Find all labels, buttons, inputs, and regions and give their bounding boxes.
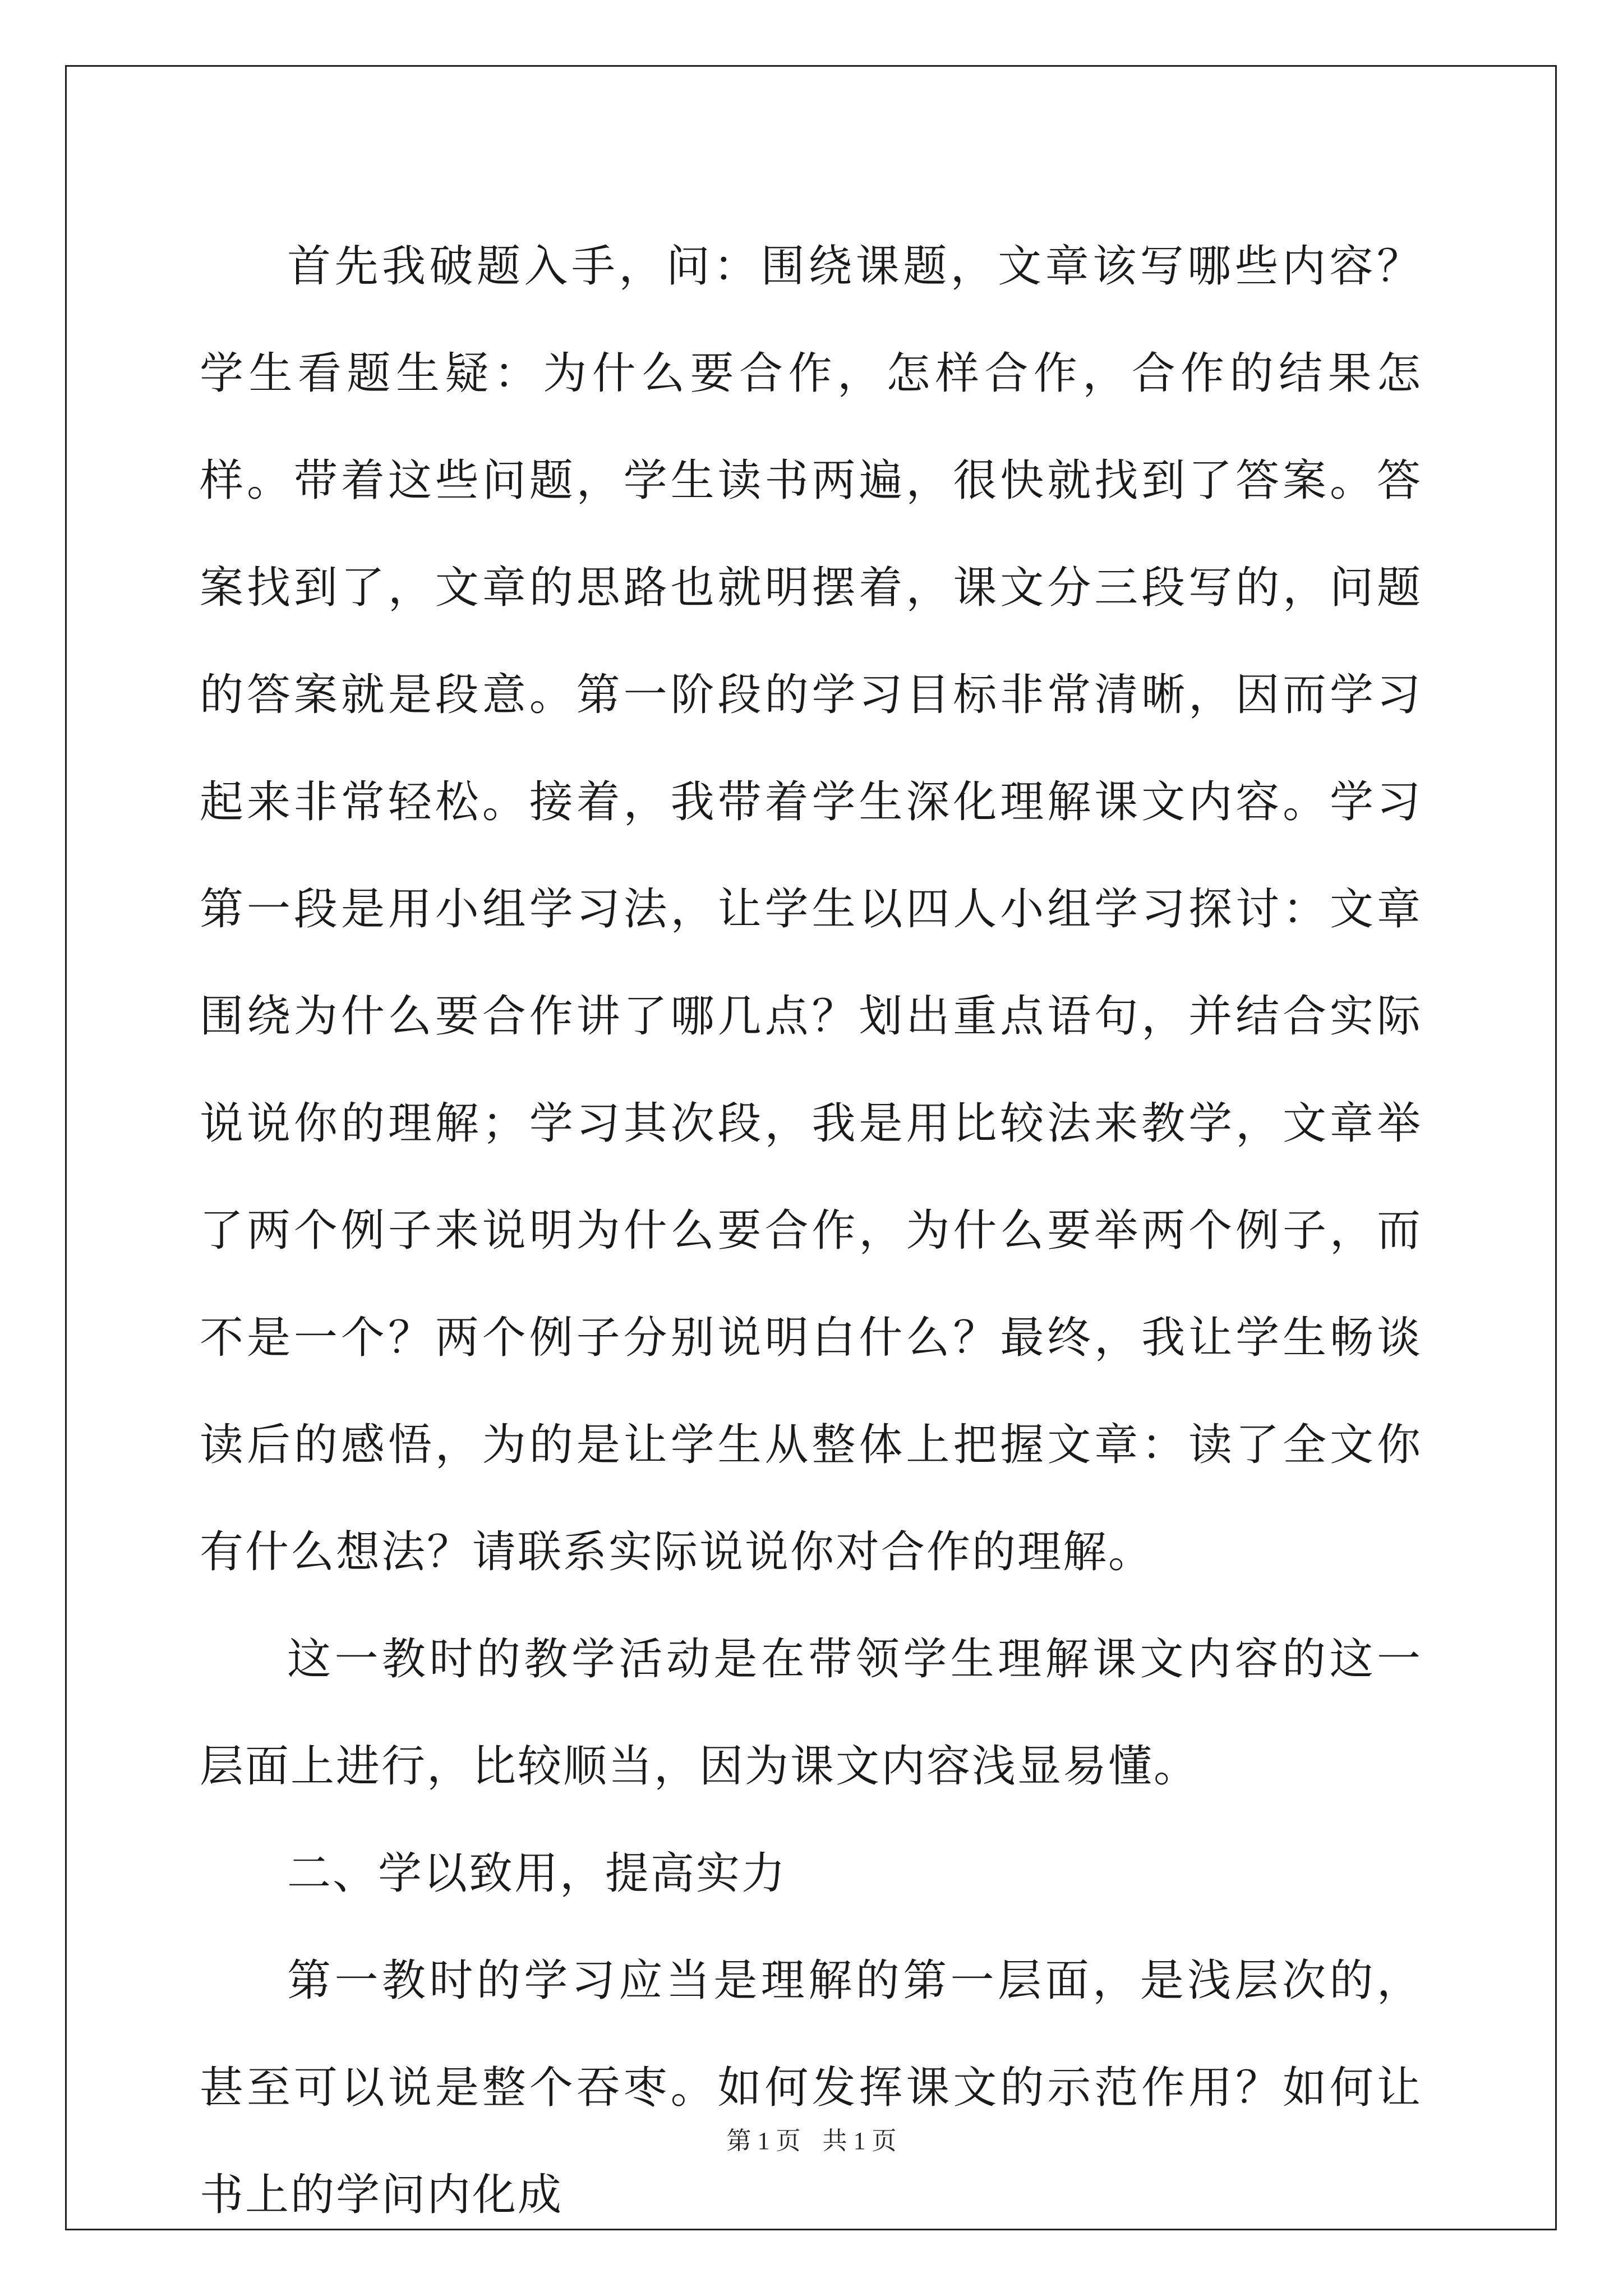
paragraph-4: 第一教时的学习应当是理解的第一层面，是浅层次的，甚至可以说是整个吞枣。如何发挥课文的示范作用？如何让书上的学问内化成 [200,1955,1422,2220]
paragraph-2: 这一教时的教学活动是在带领学生理解课文内容的这一层面上进行，比较顺当，因为课文内容浅显易懂。 [200,1634,1422,1792]
page-total: 共 1 页 [822,2127,897,2155]
page-footer [0,2120,1623,2156]
paragraph-3: 二、学以致用，提高实力 [287,1848,787,1899]
document-body [200,213,1422,2249]
paragraph-1: 首先我破题入手，问：围绕课题，文章该写哪些内容？学生看题生疑：为什么要合作，怎样合作，合作的结果怎样。带着这些问题，学生读书两遍，很快就找到了答案。答案找到了，文章的思路也就明摆着，课文分三段写的，问题的答案就是段意。第一阶段的学习目标非常清晰，因而学习起来非常轻松。接着，我带着学生深化理解课文内容。学习第一段是用小组学习法，让学生以四人小组学习探讨：文章围绕为什么要合作讲了哪几点？划出重点语句，并结合实际说说你的理解；学习其次段，我是用比较法来教学，文章举了两个例子来说明为什么要合作，为什么要举两个例子，而不是一个？两个例子分别说明白什么？最终，我让学生畅谈读后的感悟，为的是让学生从整体上把握文章：读了全文你有什么想法？请联系实际说说你对合作的理解。 [200,241,1422,1577]
page-number: 第 1 页 [726,2127,801,2155]
